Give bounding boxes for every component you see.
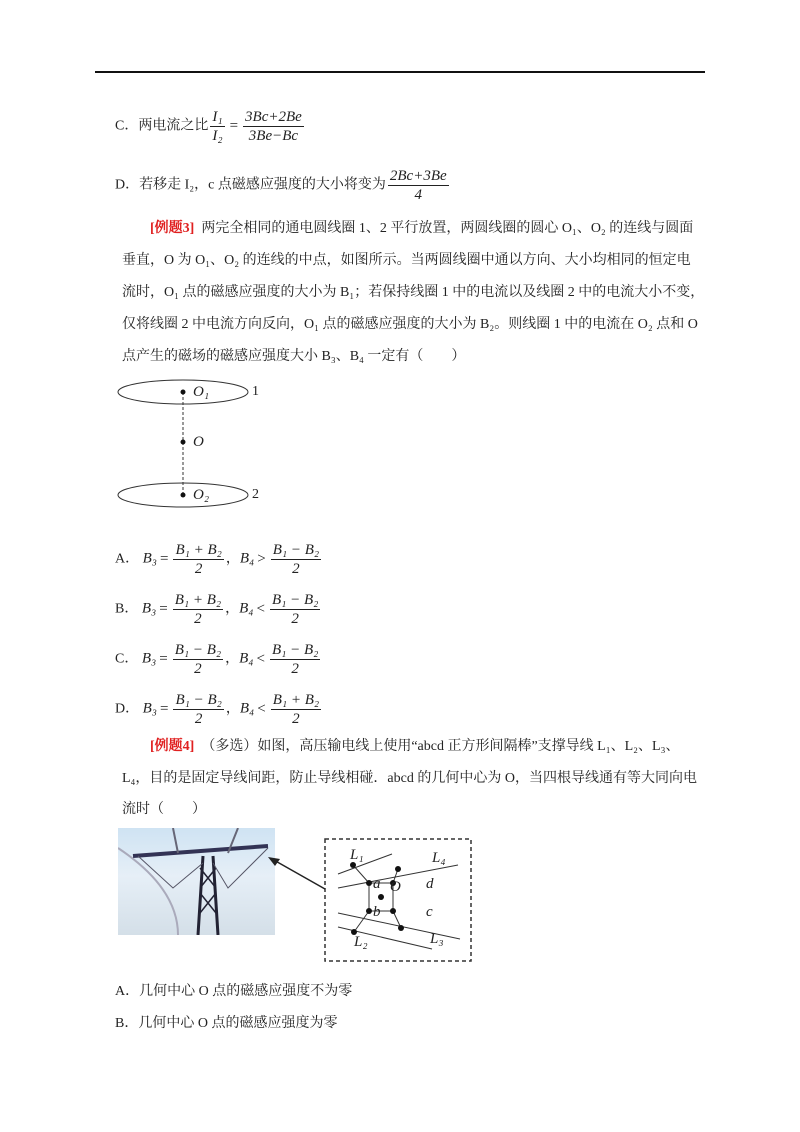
example4-option-a [115,982,352,1002]
denominator: 2 [194,561,203,577]
example3-line-1 [150,219,693,239]
denominator: 2 [194,711,203,727]
ratio-fraction [210,108,224,145]
example3-line-5: 点产生的磁场的磁感应强度大小 B₃、B₄ 一定有（ ） [122,349,466,364]
label-l4: L₄ [432,850,446,866]
label-o1: O₁ [193,384,210,400]
separator: ， [225,651,240,667]
b4-fraction [270,591,320,628]
equals: = [160,550,169,567]
question-text: 两完全相同的通电圆线圈 1、2 平行放置，两圆线圈的圆心 O₁、O₂ 的连线与圆面 [201,221,694,236]
label-a: a [373,876,381,892]
b4-fraction [271,541,321,578]
example4-line-3: 流时（ ） [122,802,206,817]
label-c: c [426,904,433,920]
question-text: （多选）如图，高压输电线上使用“abcd 正方形间隔棒”支撑导线 L₁、L₂、L₃、 [201,739,680,754]
example3-line-3: 流时，O₁ 点的磁感应强度的大小为 B₁；若保持线圈 1 中的电流以及线圈 2 中的电流大小不变， [122,285,705,300]
label-o: O [193,434,204,450]
option-text: 几何中心 O 点的磁感应强度不为零 [139,984,353,999]
b4-symbol: B₄ [239,650,254,667]
denominator: 2 [292,711,300,727]
numerator: B₁ − B₂ [271,592,319,608]
option-label: A． [115,984,140,999]
label-l1: L₁ [350,847,364,863]
relation: < [257,700,266,717]
separator: ， [225,701,240,717]
example3-option-d [115,691,323,728]
label-o2: O₂ [193,487,210,503]
spacer-diagram [260,830,480,970]
b3-symbol: B₃ [142,550,158,567]
option-label: C． [115,118,139,134]
label-l2: L₂ [354,934,368,950]
example3-option-a [115,541,323,578]
numerator: B₁ − B₂ [175,692,222,708]
example-tag: [例题3] [150,221,195,236]
equals: = [159,600,168,617]
b3-symbol: B₃ [142,700,158,717]
relation: < [256,650,265,667]
numerator: B₁ + B₂ [272,692,320,708]
label-coil-2: 2 [252,487,259,502]
numerator: B₁ + B₂ [174,592,222,608]
b3-fraction [173,641,223,678]
option-label: B． [115,601,139,617]
formula-fraction [243,108,304,145]
option-text: 几何中心 O 点的磁感应强度为零 [138,1016,338,1031]
denominator: I₂ [212,128,223,144]
b3-fraction [173,691,223,728]
denominator: 2 [292,561,300,577]
label-o: O [390,879,401,895]
denominator: 2 [291,661,299,677]
example-tag: [例题4] [150,739,195,754]
example3-option-c [115,641,322,678]
separator: ， [225,551,240,567]
option-label: A． [115,551,140,567]
arrow [272,859,325,889]
label-b: b [373,904,381,920]
numerator: 3Bc+2Be [245,109,302,125]
equals: = [160,700,169,717]
numerator: I₁ [212,109,223,125]
numerator: B₁ − B₂ [272,542,320,558]
option-label: D． [115,177,140,193]
relation: > [257,550,266,567]
formula-fraction [388,167,449,204]
option-c-prev [115,108,306,145]
equals: = [229,117,239,134]
option-label: D． [115,701,140,717]
numerator: B₁ + B₂ [175,542,222,558]
separator: ， [225,601,240,617]
header-rule [95,71,705,73]
b4-fraction [270,641,320,678]
denominator: 4 [414,187,423,203]
numerator: B₁ − B₂ [271,642,319,658]
denominator: 2 [291,611,299,627]
example4-line-1 [150,737,679,757]
example3-line-2: 垂直，O 为 O₁、O₂ 的连线的中点，如图所示。当两圆线圈中通以方向、大小均相同的恒定电 [122,253,691,268]
option-d-prev [115,167,451,204]
b3-fraction [173,541,223,578]
example3-option-b [115,591,322,628]
equals: = [159,650,168,667]
b3-symbol: B₃ [141,650,157,667]
example4-line-2: L₄，目的是固定导线间距，防止导线相碰．abcd 的几何中心为 O，当四根导线通有等大同向电 [122,771,697,786]
denominator: 2 [194,661,202,677]
b4-symbol: B₄ [239,550,255,567]
label-d: d [426,876,434,892]
b4-symbol: B₄ [239,600,254,617]
b3-symbol: B₃ [141,600,157,617]
denominator: 2 [194,611,202,627]
option-text: 两电流之比 [138,118,209,134]
option-label: B． [115,1016,139,1031]
example4-option-b [115,1014,337,1034]
denominator: 3Be−Bc [248,128,299,144]
label-coil-1: 1 [252,384,259,399]
numerator: 2Bc+3Be [389,168,447,184]
power-tower-photo [118,828,275,935]
numerator: B₁ − B₂ [174,642,222,658]
relation: < [256,600,265,617]
b4-fraction [271,691,321,728]
dashed-frame [325,839,471,961]
b4-symbol: B₄ [239,700,255,717]
label-l3: L₃ [430,931,444,947]
option-text: 若移走 I₂，c 点磁感应强度的大小将变为 [139,177,386,193]
option-label: C． [115,651,139,667]
example3-line-4: 仅将线圈 2 中电流方向反向，O₁ 点的磁感应强度的大小为 B₂。则线圈 1 中的电流在 O₂ 点和 O [122,317,698,332]
b3-fraction [173,591,223,628]
